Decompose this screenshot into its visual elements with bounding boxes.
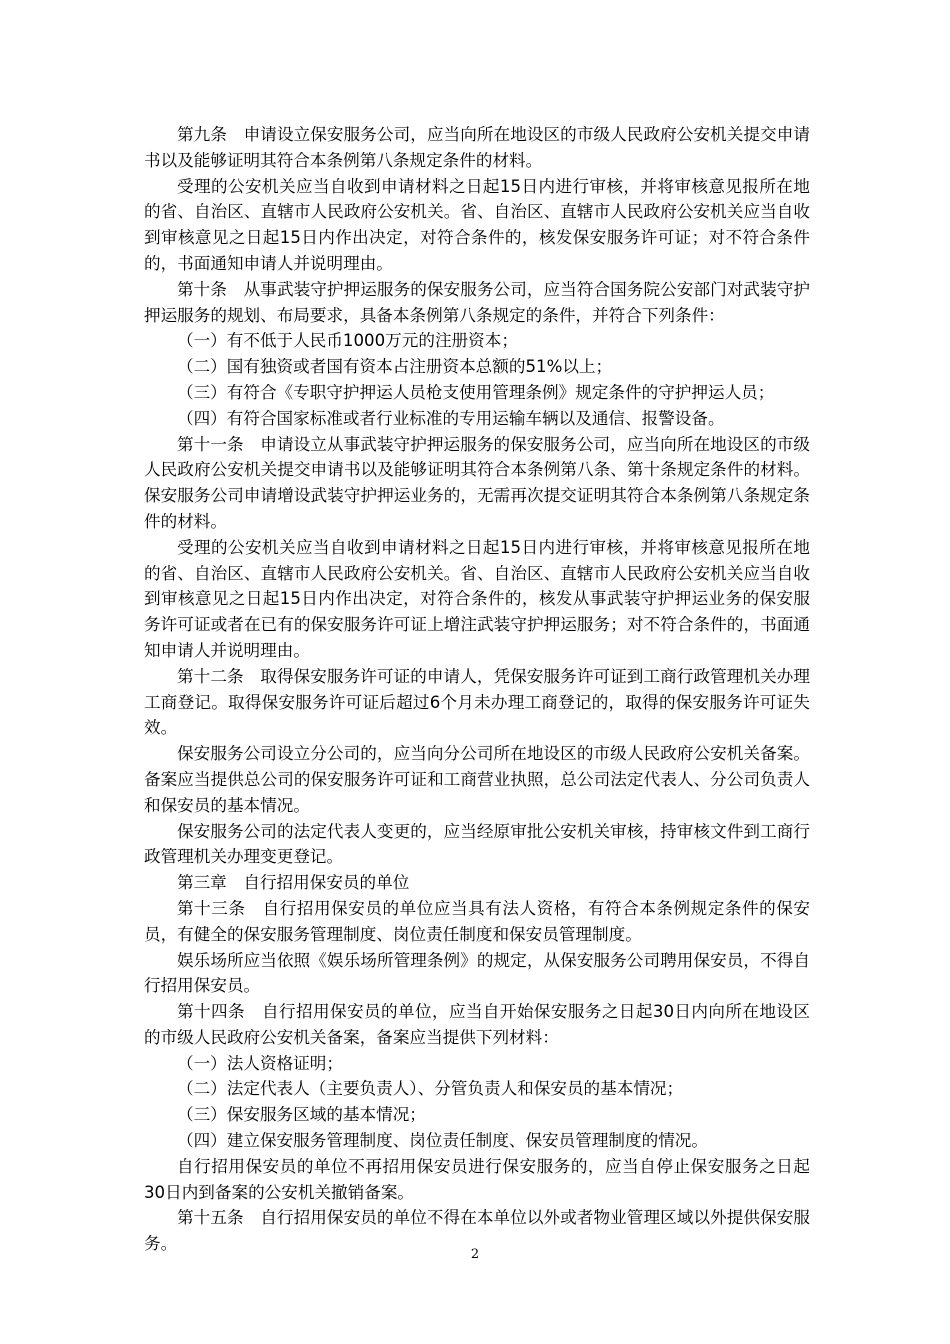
article-9: 第九条 申请设立保安服务公司，应当向所在地设区的市级人民政府公安机关提交申请书以及能够证明其符合本条例第八条规定条件的材料。	[144, 125, 810, 170]
article-14-paragraph-2: 自行招用保安员的单位不再招用保安员进行保安服务的，应当自停止保安服务之日起30日内到备案的公安机关撤销备案。	[144, 1156, 810, 1202]
article-10-item-1: （一）有不低于人民币1000万元的注册资本；	[177, 331, 518, 351]
article-14-item-2: （二）法定代表人（主要负责人）、分管负责人和保安员的基本情况；	[177, 1079, 684, 1099]
article-10-item-3: （三）有符合《专职守护押运人员枪支使用管理条例》规定条件的守护押运人员；	[177, 382, 775, 402]
article-10: 第十条 从事武装守护押运服务的保安服务公司，应当符合国务院公安部门对武装守护押运服务的规划、布局要求，具备本条例第八条规定的条件，并符合下列条件：	[144, 279, 810, 325]
article-13-paragraph-2: 娱乐场所应当依照《娱乐场所管理条例》的规定，从保安服务公司聘用保安员，不得自行招用保安员。	[144, 950, 810, 996]
article-12-paragraph-3: 保安服务公司的法定代表人变更的，应当经原审批公安机关审核，持审核文件到工商行政管理机关办理变更登记。	[144, 821, 810, 867]
article-14: 第十四条 自行招用保安员的单位，应当自开始保安服务之日起30日内向所在地设区的市级人民政府公安机关备案，备案应当提供下列材料：	[144, 1002, 810, 1047]
document-body	[144, 122, 810, 1257]
article-11: 第十一条 申请设立从事武装守护押运服务的保安服务公司，应当向所在地设区的市级人民政府公安机关提交申请书以及能够证明其符合本条例第八条、第十条规定条件的材料。保安服务公司申请增设武装守护押运业务的，无需再次提交证明其符合本条例第八条规定条件的材料。	[144, 434, 810, 531]
article-11-paragraph-2: 受理的公安机关应当自收到申请材料之日起15日内进行审核，并将审核意见报所在地的省、自治区、直辖市人民政府公安机关。省、自治区、直辖市人民政府公安机关应当自收到审核意见之日起15日内作出决定，对符合条件的，核发从事武装守护押运业务的保安服务许可证或者在已有的保安服务许可证上增注武装守护押运服务；对不符合条件的，书面通知申请人并说明理由。	[144, 537, 810, 660]
article-14-item-1: （一）法人资格证明；	[177, 1053, 343, 1073]
article-13: 第十三条 自行招用保安员的单位应当具有法人资格，有符合本条例规定条件的保安员，有健全的保安服务管理制度、岗位责任制度和保安员管理制度。	[144, 898, 810, 944]
article-12: 第十二条 取得保安服务许可证的申请人，凭保安服务许可证到工商行政管理机关办理工商登记。取得保安服务许可证后超过6个月未办理工商登记的，取得的保安服务许可证失效。	[144, 666, 810, 738]
article-9-paragraph-2: 受理的公安机关应当自收到申请材料之日起15日内进行审核，并将审核意见报所在地的省、自治区、直辖市人民政府公安机关。省、自治区、直辖市人民政府公安机关应当自收到审核意见之日起15日内作出决定，对符合条件的，核发保安服务许可证；对不符合条件的，书面通知申请人并说明理由。	[144, 176, 810, 273]
chapter-3-heading: 第三章 自行招用保安员的单位	[177, 873, 410, 893]
article-14-item-3: （三）保安服务区域的基本情况；	[177, 1105, 426, 1125]
article-10-item-4: （四）有符合国家标准或者行业标准的专用运输车辆以及通信、报警设备。	[177, 408, 725, 428]
article-15: 第十五条 自行招用保安员的单位不得在本单位以外或者物业管理区域以外提供保安服务。	[144, 1208, 810, 1254]
article-12-paragraph-2: 保安服务公司设立分公司的，应当向分公司所在地设区的市级人民政府公安机关备案。备案应当提供总公司的保安服务许可证和工商营业执照，总公司法定代表人、分公司负责人和保安员的基本情况。	[144, 744, 810, 815]
page-number: 2	[470, 1247, 480, 1262]
article-10-item-2: （二）国有独资或者国有资本占注册资本总额的51%以上；	[177, 357, 613, 377]
article-14-item-4: （四）建立保安服务管理制度、岗位责任制度、保安员管理制度的情况。	[177, 1131, 708, 1151]
